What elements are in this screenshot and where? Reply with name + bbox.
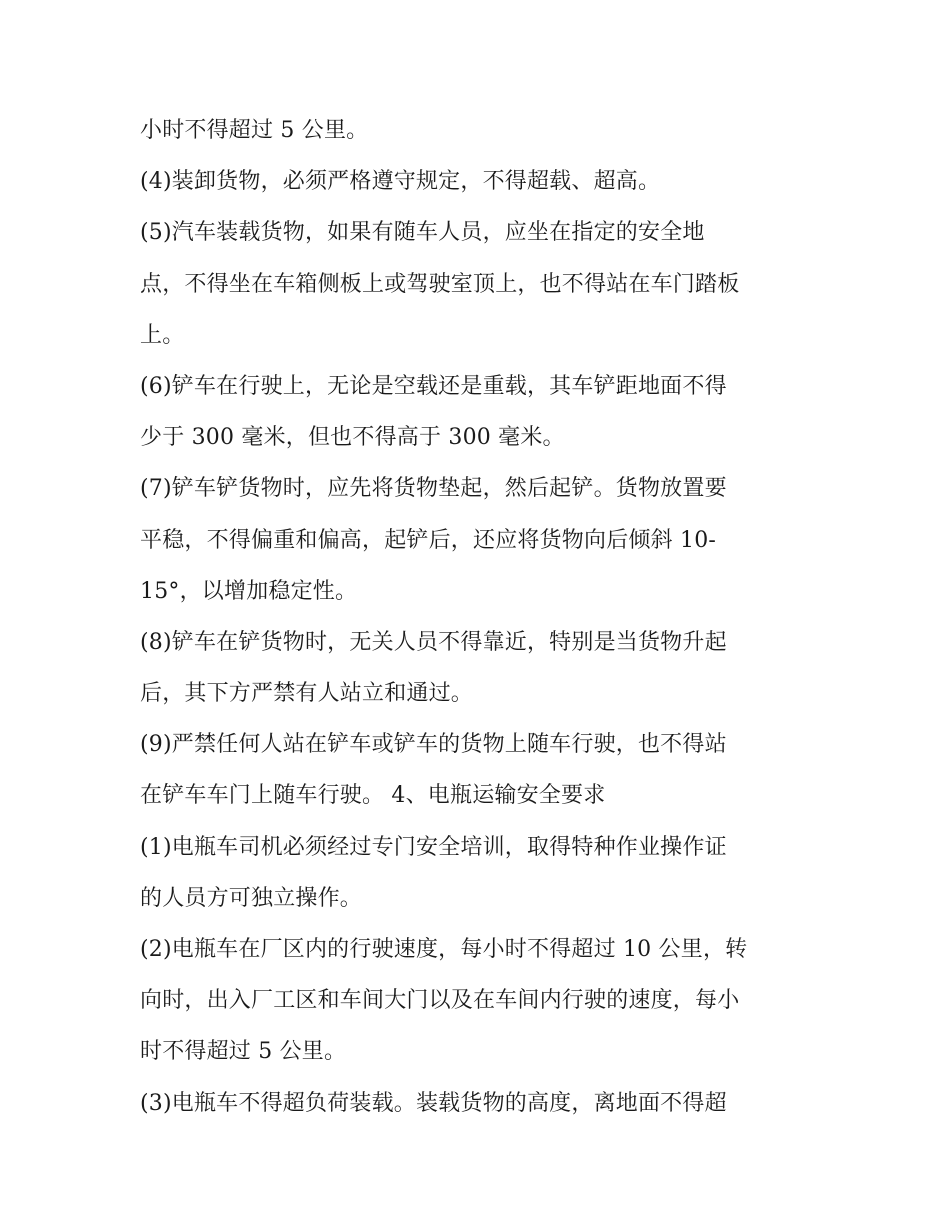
text-line: 小时不得超过 5 公里。: [140, 118, 369, 143]
text-line: 在铲车车门上随车行驶。 4、电瓶运输安全要求: [140, 783, 606, 809]
text-line: 少于 300 毫米，但也不得高于 300 毫米。: [140, 425, 565, 451]
text-line: 点，不得坐在车箱侧板上或驾驶室顶上，也不得站在车门踏板: [140, 271, 740, 297]
text-line: 向时，出入厂工区和车间大门以及在车间内行驶的速度，每小: [140, 988, 740, 1014]
text-line: (8)铲车在铲货物时，无关人员不得靠近，特别是当货物升起: [140, 629, 727, 655]
document-body: [140, 108, 820, 1132]
text-line: (9)严禁任何人站在铲车或铲车的货物上随车行驶，也不得站: [140, 732, 727, 758]
text-line: (1)电瓶车司机必须经过专门安全培训，取得特种作业操作证: [140, 834, 727, 860]
text-line: (2)电瓶车在厂区内的行驶速度，每小时不得超过 10 公里，转: [140, 937, 748, 962]
text-line: 上。: [140, 322, 185, 348]
text-line: (5)汽车装载货物，如果有随车人员，应坐在指定的安全地: [140, 220, 705, 246]
text-line: 时不得超过 5 公里。: [140, 1039, 347, 1065]
text-line: 15°，以增加稳定性。: [140, 578, 358, 604]
text-line: (7)铲车铲货物时，应先将货物垫起，然后起铲。货物放置要: [140, 476, 727, 502]
text-line: 后，其下方严禁有人站立和通过。: [140, 681, 474, 707]
text-line: (3)电瓶车不得超负荷装载。装载货物的高度，离地面不得超: [140, 1090, 727, 1116]
text-line: (6)铲车在行驶上，无论是空载还是重载，其车铲距地面不得: [140, 373, 727, 399]
text-line: 平稳，不得偏重和偏高，起铲后，还应将货物向后倾斜 10-: [140, 527, 717, 553]
text-line: 的人员方可独立操作。: [140, 885, 363, 911]
text-line: (4)装卸货物，必须严格遵守规定，不得超载、超高。: [140, 169, 661, 195]
